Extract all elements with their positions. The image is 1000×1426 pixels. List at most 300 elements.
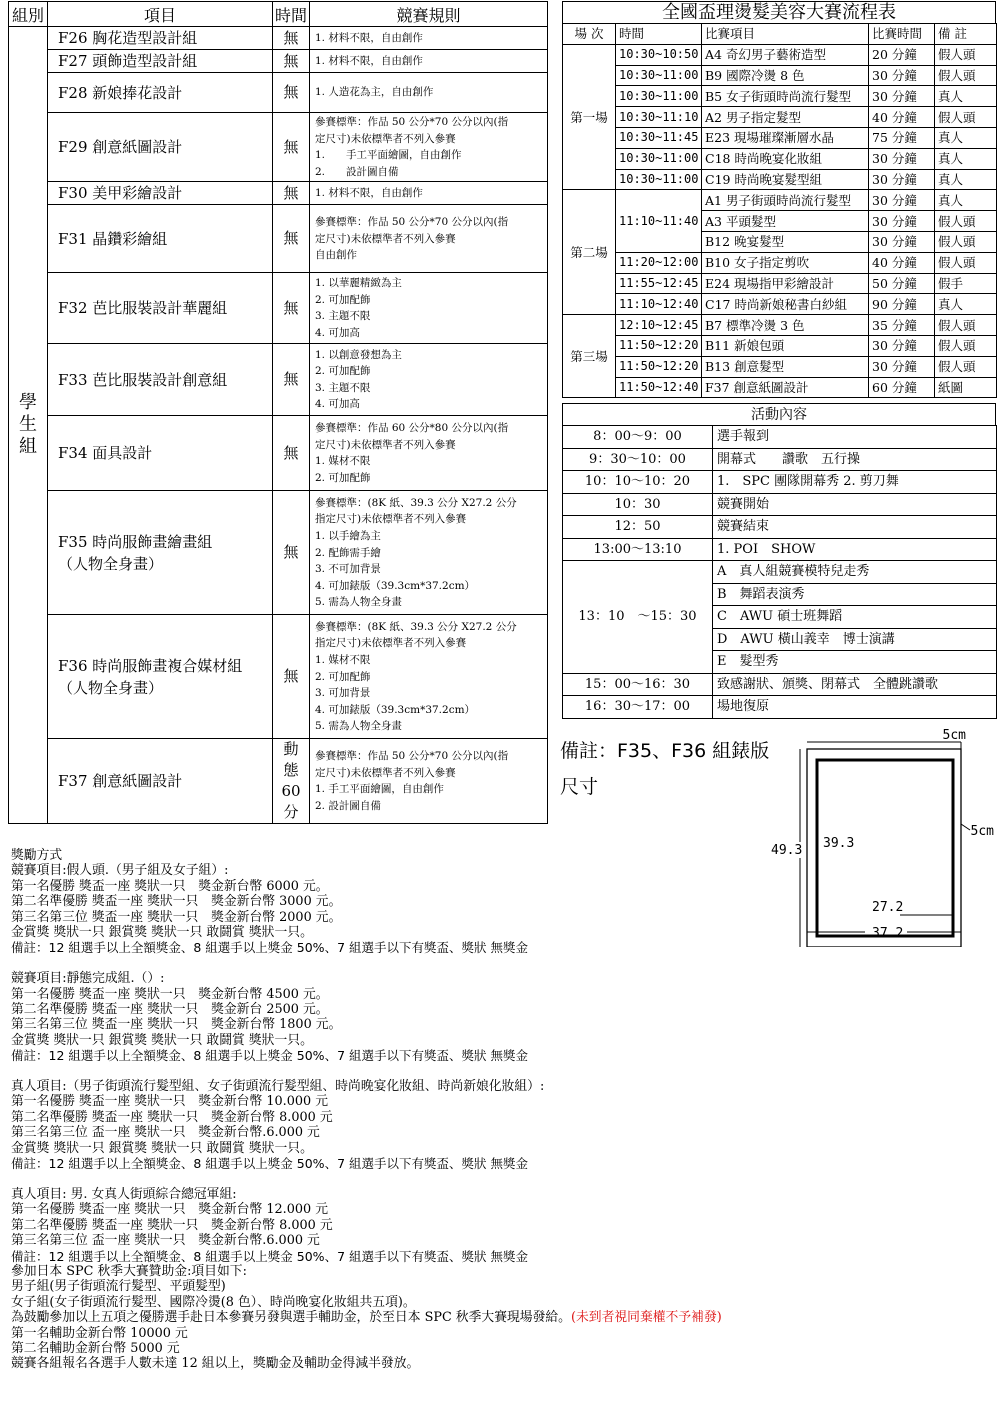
- schedule-duration: 30 分鐘: [869, 86, 935, 107]
- item-line: F26 胸花造型設計組: [58, 29, 198, 47]
- schedule-item: B7 標準冷燙 3 色: [702, 315, 869, 336]
- time-value: [273, 615, 310, 739]
- awards-line: [11, 1341, 722, 1356]
- rule-line: 2. 可加配飾: [315, 471, 371, 484]
- activity-content: E 髮型秀: [713, 651, 997, 674]
- activity-content: A 真人組競賽模特兒走秀: [713, 561, 997, 584]
- board-note-line2: 尺寸: [560, 776, 599, 798]
- awards-text: 第三名第三位 盃一座 獎狀一只 獎金新台幣.6.000 元: [11, 1125, 320, 1141]
- item-name: [48, 273, 273, 344]
- item-line: F28 新娘捧花設計: [58, 83, 183, 102]
- rule-line: 3. 主題不限: [315, 310, 371, 323]
- time-value: [273, 182, 310, 205]
- item-name: [48, 50, 273, 73]
- schedule-duration: 30 分鐘: [869, 211, 935, 232]
- schedule-note: 假人頭: [935, 315, 997, 336]
- table-row: [9, 416, 548, 491]
- schedule-note: 真人: [935, 190, 997, 211]
- item-name: [48, 182, 273, 205]
- schedule-header-session: 場 次: [563, 24, 616, 45]
- awards-line: [11, 879, 722, 894]
- header-time: 時間: [273, 2, 310, 27]
- rule-line: 2. 可加配飾: [315, 365, 371, 378]
- schedule-note: 假人頭: [935, 65, 997, 86]
- schedule-item: A3 平頭髮型: [702, 211, 869, 232]
- activity-time: 16：30～17：00: [563, 696, 713, 719]
- schedule-header-row: [563, 24, 997, 45]
- rule-line: 參賽標準：作品 60 公分*80 公分以內(指: [315, 422, 509, 435]
- schedule-time: 10:30~11:00: [616, 169, 702, 190]
- rules-cell: [310, 113, 548, 182]
- item-line: F37 創意紙圖設計: [58, 772, 183, 791]
- table-row: [9, 491, 548, 615]
- table-row: [9, 182, 548, 205]
- outer-width-label: 37.2: [872, 926, 904, 941]
- activity-content: 致感謝狀、頒獎、閉幕式 全體跳讚歌: [713, 673, 997, 696]
- awards-text: 第二名準優勝 獎盃一座 獎狀一只 獎金新台幣 8.000 元: [11, 1217, 333, 1233]
- activity-content: 場地復原: [713, 696, 997, 719]
- schedule-row: [563, 86, 997, 107]
- activity-row: [563, 493, 997, 516]
- schedule-duration: 30 分鐘: [869, 356, 935, 377]
- activity-time: 9：30～10：00: [563, 448, 713, 471]
- rules-cell: [310, 50, 548, 73]
- schedule-row: [563, 148, 997, 169]
- schedule-table: [562, 23, 997, 398]
- item-name: [48, 615, 273, 739]
- time-value: [273, 739, 310, 824]
- spacer: [11, 956, 722, 971]
- schedule-note: 假人頭: [935, 211, 997, 232]
- rule-line: 1. 材料不限，自由創作: [315, 187, 423, 200]
- table-row: [9, 73, 548, 113]
- table-row: [9, 50, 548, 73]
- activity-time: 12：50: [563, 516, 713, 539]
- rule-line: 定尺寸)未依標準者不列入參賽: [315, 232, 456, 245]
- awards-text: 第三名第三位 獎盃一座 獎狀一只 獎金新台幣 2000 元。: [11, 909, 342, 925]
- schedule-duration: 30 分鐘: [869, 190, 935, 211]
- awards-text: 女子組(女子街頭流行髮型、國際冷燙(8 色）、時尚晚宴化妝組共五項)。: [11, 1294, 416, 1310]
- rules-cell: [310, 27, 548, 50]
- awards-line: [11, 848, 722, 863]
- schedule-time: 11:10~11:40: [616, 190, 702, 252]
- awards-text: 金賞獎 獎狀一只 銀賞獎 獎狀一只 敢鬪賞 獎狀一只。: [11, 1032, 313, 1048]
- awards-text: 真人項目: 男. 女真人街頭綜合總冠軍組:: [11, 1186, 237, 1202]
- item-name: [48, 491, 273, 615]
- session-cell: 第三場: [563, 315, 616, 398]
- rule-line: 定尺寸)未依標準者不列入參賽: [315, 766, 456, 779]
- activity-content: 競賽結束: [713, 516, 997, 539]
- schedule-row: [563, 65, 997, 86]
- awards-line: [11, 1017, 722, 1032]
- warning-text: (未到者視同棄權不予補發): [570, 1310, 722, 1326]
- schedule-note: 假人頭: [935, 356, 997, 377]
- schedule-duration: 30 分鐘: [869, 335, 935, 356]
- schedule-item: B13 創意髮型: [702, 356, 869, 377]
- activity-time: 13:00～13:10: [563, 538, 713, 561]
- awards-line: [11, 1218, 722, 1233]
- time-line: 無: [283, 28, 299, 47]
- schedule-item: A1 男子街頭時尚流行髮型: [702, 190, 869, 211]
- rule-line: 1. 材料不限，自由創作: [315, 31, 423, 44]
- activity-row: [563, 471, 997, 494]
- time-line: 無: [283, 183, 299, 202]
- schedule-duration: 30 分鐘: [869, 231, 935, 252]
- item-line: F36 時尚服飾畫複合媒材組: [58, 656, 243, 675]
- rule-line: 3. 主題不限: [315, 381, 371, 394]
- table-row: [9, 205, 548, 273]
- activity-time: 10：10～10：20: [563, 471, 713, 494]
- item-name: [48, 739, 273, 824]
- rules-cell: [310, 491, 548, 615]
- rule-line: 參賽標準：作品 50 公分*70 公分以內(指: [315, 750, 509, 763]
- schedule-title: 全國盃理燙髮美容大賽流程表: [562, 1, 996, 24]
- awards-text: 備註：12 組選手以上全額獎金、8 組選手以上獎金 50%、7 組選手以下有獎盃、獎狀 無獎金: [11, 1156, 528, 1172]
- awards-text: 金賞獎 獎狀一只 銀賞獎 獎狀一只 敢鬪賞 獎狀一只。: [11, 1140, 313, 1156]
- activity-time: 8：00～9：00: [563, 426, 713, 449]
- activity-row: [563, 426, 997, 449]
- awards-text: 男子組(男子街頭流行髮型、平頭髮型): [11, 1279, 226, 1295]
- awards-line: [11, 1249, 722, 1264]
- schedule-duration: 90 分鐘: [869, 294, 935, 315]
- time-value: [273, 416, 310, 491]
- awards-line: [11, 1048, 722, 1063]
- activity-time: 15：00～16：30: [563, 673, 713, 696]
- schedule-duration: 60 分鐘: [869, 377, 935, 398]
- session-cell: 第二場: [563, 190, 616, 315]
- group-label: 學 生 組: [19, 392, 37, 458]
- schedule-item: E24 現場指甲彩繪設計: [702, 273, 869, 294]
- table-row: [9, 739, 548, 824]
- awards-text: 第一名優勝 獎盃一座 獎狀一只 獎金新台幣 12.000 元: [11, 1202, 328, 1218]
- awards-text: 第二名輔助金新台幣 5000 元: [11, 1340, 180, 1356]
- rule-line: 3. 可加背景: [315, 687, 371, 700]
- schedule-time: 10:30~11:45: [616, 127, 702, 148]
- activity-content: C AWU 碩士班舞蹈: [713, 606, 997, 629]
- time-line: 無: [283, 83, 299, 101]
- schedule-row: [563, 190, 997, 211]
- activity-row: [563, 673, 997, 696]
- schedule-duration: 20 分鐘: [869, 44, 935, 65]
- rule-line: 1. 以手繪為主: [315, 529, 381, 542]
- schedule-duration: 40 分鐘: [869, 252, 935, 273]
- schedule-time: 11:50~12:20: [616, 335, 702, 356]
- schedule-time: 11:55~12:45: [616, 273, 702, 294]
- rule-line: 2. 可加配飾: [315, 670, 371, 683]
- table-header-row: [9, 2, 548, 27]
- awards-line: [11, 1295, 722, 1310]
- schedule-item: A2 男子指定髮型: [702, 107, 869, 128]
- schedule-note: 真人: [935, 127, 997, 148]
- time-value: [273, 344, 310, 416]
- awards-line: [11, 1279, 722, 1294]
- awards-line: [11, 1125, 722, 1140]
- table-row: [9, 615, 548, 739]
- schedule-duration: 30 分鐘: [869, 169, 935, 190]
- activity-row: [563, 561, 997, 584]
- schedule-time: 10:30~10:50: [616, 44, 702, 65]
- schedule-item: B12 晚宴髮型: [702, 231, 869, 252]
- schedule-header-note: 備 註: [935, 24, 997, 45]
- inner-width-label: 27.2: [872, 900, 904, 915]
- time-value: [273, 27, 310, 50]
- schedule-time: 10:30~11:00: [616, 65, 702, 86]
- rule-line: 5. 需為人物全身畫: [315, 596, 402, 609]
- schedule-duration: 30 分鐘: [869, 65, 935, 86]
- awards-line: [11, 1187, 722, 1202]
- time-line: 無: [283, 298, 299, 317]
- schedule-note: 假人頭: [935, 107, 997, 128]
- rule-line: 2. 配飾需手繪: [315, 546, 381, 559]
- header-rules: 競賽規則: [310, 2, 548, 27]
- top-margin-label: 5cm: [942, 728, 966, 743]
- table-row: [9, 273, 548, 344]
- rules-cell: [310, 205, 548, 273]
- schedule-row: [563, 273, 997, 294]
- awards-line: [11, 971, 722, 986]
- rule-line: 1. 媒材不限: [315, 653, 371, 666]
- board-size-diagram: [770, 722, 995, 947]
- awards-line: [11, 1141, 722, 1156]
- rule-line: 參賽標準：作品 50 公分*70 公分以內(指: [315, 116, 509, 128]
- awards-line: [11, 863, 722, 878]
- rule-line: 4. 可加高: [315, 326, 360, 339]
- awards-text: 第一名優勝 獎盃一座 獎狀一只 獎金新台幣 4500 元。: [11, 986, 329, 1002]
- schedule-row: [563, 127, 997, 148]
- awards-line: [11, 1310, 722, 1325]
- awards-line: [11, 894, 722, 909]
- session-cell: 第一場: [563, 44, 616, 190]
- activity-time: 13：10 ～15：30: [563, 561, 713, 674]
- rules-cell: [310, 273, 548, 344]
- rule-line: 4. 可加錶版（39.3cm*37.2cm）: [315, 703, 476, 716]
- rule-line: 4. 可加錶版（39.3cm*37.2cm）: [315, 579, 476, 592]
- awards-text: 第三名第三位 盃一座 獎狀一只 獎金新台幣.6.000 元: [11, 1233, 320, 1249]
- schedule-note: 真人: [935, 294, 997, 315]
- time-value: [273, 113, 310, 182]
- rule-line: 1. 以創意發想為主: [315, 348, 402, 361]
- schedule-header-item: 比賽項目: [702, 24, 869, 45]
- schedule-time: 10:30~11:10: [616, 107, 702, 128]
- table-row: [9, 344, 548, 416]
- time-line: 無: [283, 229, 299, 248]
- item-line: F32 芭比服裝設計華麗組: [58, 299, 228, 318]
- awards-line: [11, 940, 722, 955]
- time-value: [273, 205, 310, 273]
- time-value: [273, 273, 310, 344]
- awards-line: [11, 1002, 722, 1017]
- time-value: [273, 73, 310, 113]
- awards-text: 第三名第三位 獎盃一座 獎狀一只 獎金新台幣 1800 元。: [11, 1017, 342, 1033]
- time-line: 分: [283, 803, 299, 822]
- time-value: [273, 50, 310, 73]
- time-line: 無: [283, 443, 299, 462]
- awards-line: [11, 1264, 722, 1279]
- schedule-time: 10:30~11:00: [616, 148, 702, 169]
- time-line: 無: [283, 51, 299, 70]
- schedule-row: [563, 335, 997, 356]
- awards-line: [11, 1110, 722, 1125]
- item-line: F30 美甲彩繪設計: [58, 184, 183, 203]
- rules-cell: [310, 416, 548, 491]
- awards-line: [11, 1033, 722, 1048]
- rule-line: 4. 可加高: [315, 398, 360, 411]
- activities-title: 活動內容: [562, 403, 996, 426]
- item-name: [48, 73, 273, 113]
- item-line: F33 芭比服裝設計創意組: [58, 370, 228, 389]
- time-line: 無: [283, 137, 299, 156]
- awards-line: [11, 1079, 722, 1094]
- side-margin-label: 5cm: [970, 824, 994, 839]
- activity-row: [563, 516, 997, 539]
- awards-text: 第二名準優勝 獎盃一座 獎狀一只 獎金新台幣 8.000 元: [11, 1109, 333, 1125]
- item-name: [48, 113, 273, 182]
- inner-height-label: 39.3: [823, 836, 855, 851]
- rules-cell: [310, 73, 548, 113]
- rule-line: 參賽標準：(8K 紙、39.3 公分 X27.2 公分: [315, 620, 517, 633]
- awards-line: [11, 1356, 722, 1371]
- activity-content: 1. SPC 團隊開幕秀 2. 剪刀舞: [713, 471, 997, 494]
- schedule-row: [563, 169, 997, 190]
- activity-row: [563, 538, 997, 561]
- schedule-item: F37 創意紙圖設計: [702, 377, 869, 398]
- schedule-duration: 40 分鐘: [869, 107, 935, 128]
- awards-line: [11, 1094, 722, 1109]
- spacer: [11, 1064, 722, 1079]
- schedule-note: 真人: [935, 86, 997, 107]
- rule-line: 定尺寸)未依標準者不列入參賽: [315, 132, 456, 145]
- table-row: [9, 113, 548, 182]
- awards-text: 獎勵方式: [11, 848, 63, 863]
- schedule-item: C18 時尚晚宴化妝組: [702, 148, 869, 169]
- rules-cell: [310, 182, 548, 205]
- schedule-item: E23 現場璀璨漸層水晶: [702, 127, 869, 148]
- item-line: F35 時尚服飾畫繪畫組: [58, 532, 213, 551]
- schedule-note: 假人頭: [935, 252, 997, 273]
- rule-line: 1. 手工平面繪圖，自由創作: [315, 783, 444, 796]
- item-name: [48, 27, 273, 50]
- rule-line: 2. 設計圖自備: [315, 799, 381, 812]
- schedule-duration: 75 分鐘: [869, 127, 935, 148]
- awards-text: 第一名輔助金新台幣 10000 元: [11, 1325, 188, 1341]
- item-line: （人物全身畫）: [58, 554, 164, 573]
- table-row: [9, 27, 548, 50]
- awards-text: 備註：12 組選手以上全額獎金、8 組選手以上獎金 50%、7 組選手以下有獎盃、獎狀 無獎金: [11, 1048, 528, 1064]
- awards-text: 競賽項目:靜態完成組.（）:: [11, 971, 165, 987]
- awards-text: 金賞獎 獎狀一只 銀賞獎 獎狀一只 敢鬪賞 獎狀一只。: [11, 925, 313, 941]
- outer-height-label: 49.3: [771, 843, 803, 858]
- rule-line: 定尺寸)未依標準者不列入參賽: [315, 438, 456, 451]
- time-value: [273, 491, 310, 615]
- header-item: 項目: [48, 2, 273, 27]
- awards-text: 第一名優勝 獎盃一座 獎狀一只 獎金新台幣 10.000 元: [11, 1094, 328, 1110]
- rule-line: 1. 材料不限，自由創作: [315, 54, 423, 67]
- header-group: 組別: [9, 2, 48, 27]
- awards-line: [11, 925, 722, 940]
- item-line: F31 晶鑽彩繪組: [58, 229, 168, 248]
- awards-section: [11, 848, 722, 1372]
- activity-content: D AWU 橫山義幸 博士演講: [713, 628, 997, 651]
- rule-line: 2. 設計圖自備: [315, 165, 399, 178]
- time-line: 態: [283, 761, 299, 780]
- rule-line: 3. 不可加背景: [315, 563, 381, 576]
- item-line: F27 頭飾造型設計組: [58, 52, 198, 70]
- board-size-note: [560, 733, 800, 805]
- item-name: [48, 344, 273, 416]
- item-name: [48, 416, 273, 491]
- time-line: 無: [283, 667, 299, 686]
- schedule-duration: 30 分鐘: [869, 148, 935, 169]
- item-line: F34 面具設計: [58, 444, 153, 463]
- awards-line: [11, 987, 722, 1002]
- schedule-note: 真人: [935, 148, 997, 169]
- item-line: （人物全身畫）: [58, 678, 164, 697]
- schedule-row: [563, 377, 997, 398]
- schedule-row: [563, 252, 997, 273]
- schedule-row: [563, 44, 997, 65]
- activity-row: [563, 696, 997, 719]
- activity-content: 選手報到: [713, 426, 997, 449]
- schedule-row: [563, 356, 997, 377]
- awards-text: 競賽各組報名各選手人數未達 12 組以上，獎勵金及輔助金得減半發放。: [11, 1356, 420, 1372]
- time-line: 無: [283, 543, 299, 562]
- activity-content: 開幕式 讚歌 五行操: [713, 448, 997, 471]
- rule-line: 參賽標準：(8K 紙、39.3 公分 X27.2 公分: [315, 496, 517, 509]
- rule-line: 指定尺寸)未依標準者不列入參賽: [315, 637, 467, 650]
- schedule-time: 11:50~12:20: [616, 356, 702, 377]
- schedule-note: 假人頭: [935, 231, 997, 252]
- item-name: [48, 205, 273, 273]
- rule-line: 參賽標準：作品 50 公分*70 公分以內(指: [315, 215, 509, 228]
- awards-text: 備註：12 組選手以上全額獎金、8 組選手以上獎金 50%、7 組選手以下有獎盃、獎狀 無獎金: [11, 1248, 528, 1264]
- rule-line: 1. 以華麗精緻為主: [315, 277, 402, 290]
- awards-line: [11, 1202, 722, 1217]
- schedule-time: 11:50~12:40: [616, 377, 702, 398]
- rules-cell: [310, 739, 548, 824]
- activity-content: 1. POI SHOW: [713, 538, 997, 561]
- rules-cell: [310, 344, 548, 416]
- spacer: [11, 1172, 722, 1187]
- schedule-time: 11:10~12:40: [616, 294, 702, 315]
- group-cell: [9, 27, 48, 824]
- schedule-time: 10:30~11:00: [616, 86, 702, 107]
- competition-rules-table: [8, 1, 548, 824]
- awards-text: 為鼓勵參加以上五項之優勝選手赴日本參賽另發與選手輔助金，於至日本 SPC 秋季大賽現場發給。: [11, 1310, 571, 1326]
- schedule-item: B10 女子指定剪吹: [702, 252, 869, 273]
- schedule-note: 假手: [935, 273, 997, 294]
- schedule-header-time: 時間: [616, 24, 702, 45]
- schedule-row: [563, 294, 997, 315]
- schedule-item: A4 奇幻男子藝術造型: [702, 44, 869, 65]
- schedule-item: C17 時尚新娘秘書白紗組: [702, 294, 869, 315]
- rule-line: 2. 可加配飾: [315, 293, 371, 306]
- rule-line: 1. 手工平面繪圖，自由創作: [315, 149, 462, 162]
- rule-line: 1. 人造花為主，自由創作: [315, 86, 434, 99]
- schedule-item: B5 女子街頭時尚流行髮型: [702, 86, 869, 107]
- awards-line: [11, 1326, 722, 1341]
- item-line: F29 創意紙圖設計: [58, 138, 183, 157]
- schedule-note: 紙圖: [935, 377, 997, 398]
- schedule-note: 真人: [935, 169, 997, 190]
- schedule-item: C19 時尚晚宴髮型組: [702, 169, 869, 190]
- activity-time: 10：30: [563, 493, 713, 516]
- awards-text: 第一名優勝 獎盃一座 獎狀一只 獎金新台幣 6000 元。: [11, 878, 329, 894]
- schedule-header-duration: 比賽時間: [869, 24, 935, 45]
- awards-text: 競賽項目:假人頭.（男子組及女子組）:: [11, 863, 229, 879]
- time-line: 動: [283, 740, 299, 759]
- awards-text: 備註：12 組選手以上全額獎金、8 組選手以上獎金 50%、7 組選手以下有獎盃、獎狀 無獎金: [11, 940, 528, 956]
- schedule-item: B9 國際冷燙 8 色: [702, 65, 869, 86]
